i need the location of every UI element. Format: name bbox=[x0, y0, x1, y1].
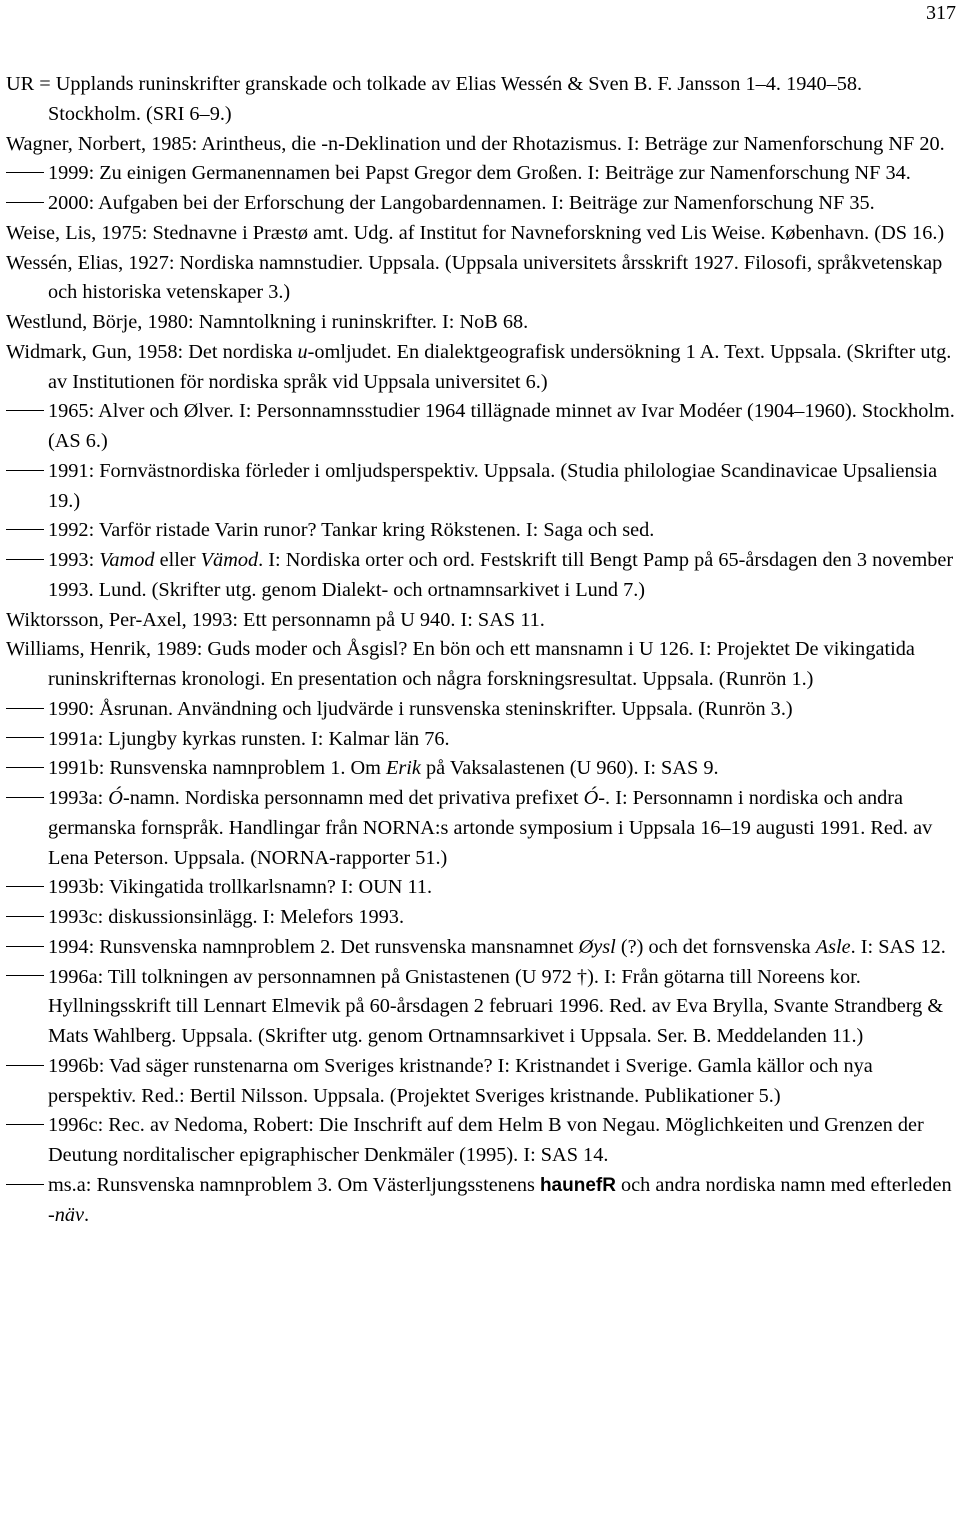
bibliography-entry bbox=[6, 784, 956, 873]
italic-text: -näv bbox=[48, 1203, 85, 1226]
bibliography-entry bbox=[6, 457, 956, 517]
bibliography-entry bbox=[6, 546, 956, 606]
italic-text: Erik bbox=[386, 757, 421, 780]
bibliography-entry bbox=[6, 933, 956, 963]
italic-text: u bbox=[297, 340, 308, 363]
entry-text: 1993a: bbox=[48, 787, 109, 809]
entry-text: 1993: bbox=[48, 549, 100, 571]
ditto-dash bbox=[6, 946, 44, 947]
entry-text: Wiktorsson, Per-Axel, 1993: Ett personnamn på U 940. I: SAS 11. bbox=[6, 608, 545, 631]
bibliography-list bbox=[6, 70, 956, 1230]
ditto-dash bbox=[6, 410, 44, 411]
bibliography-entry bbox=[6, 159, 956, 189]
entry-text: Widmark, Gun, 1958: Det nordiska bbox=[6, 340, 298, 363]
entry-text: 2000: Aufgaben bei der Erforschung der Langobardennamen. I: Beiträge zur Namenforschung NF 35. bbox=[48, 192, 875, 214]
ditto-dash bbox=[6, 916, 44, 917]
entry-text: 1991a: Ljungby kyrkas runsten. I: Kalmar län 76. bbox=[48, 727, 450, 750]
bibliography-entry bbox=[6, 1111, 956, 1171]
entry-text: 1993b: Vikingatida trollkarlsnamn? I: OUN 11. bbox=[48, 876, 433, 899]
bibliography-entry bbox=[6, 189, 956, 219]
bibliography-entry bbox=[6, 338, 956, 398]
entry-text: . I: SAS 12. bbox=[850, 935, 946, 958]
entry-text: -omljudet. En dialektgeografisk undersökning 1 A. Text. Uppsala. (Skrifter utg. av Institutionen för nordiska språk vid Uppsala universitet 6.) bbox=[48, 340, 952, 393]
italic-text: Vämod bbox=[200, 549, 259, 571]
bibliography-entry bbox=[6, 249, 956, 309]
entry-text: 1993c: diskussionsinlägg. I: Melefors 1993. bbox=[48, 906, 405, 928]
entry-text: 1990: Åsrunan. Användning och ljudvärde i runsvenska steninskrifter. Uppsala. (Runrön 3.) bbox=[48, 697, 793, 720]
entry-text: Westlund, Börje, 1980: Namntolkning i runinskrifter. I: NoB 68. bbox=[6, 311, 529, 333]
entry-text: -namn. Nordiska personnamn med det privativa prefixet bbox=[122, 787, 584, 809]
bibliography-entry bbox=[6, 695, 956, 725]
entry-text: 1996c: Rec. av Nedoma, Robert: Die Inschrift auf dem Helm B von Negau. Möglichkeiten und Grenzen der Deutung norditalischer epigraphischer Denkmäler (1995). I: SAS 14. bbox=[48, 1114, 924, 1166]
bibliography-entry bbox=[6, 70, 956, 130]
page-number: 317 bbox=[926, 2, 956, 24]
bibliography-entry bbox=[6, 219, 956, 249]
entry-text: 1996b: Vad säger runstenarna om Sveriges kristnande? I: Kristnandet i Sverige. Gamla källor och nya perspektiv. Red.: Bertil Nilsson. Uppsala. (Projektet Sveriges kristnande. Publikationer 5.) bbox=[48, 1054, 873, 1107]
entry-text: 1965: Alver och Ølver. I: Personnamnsstudier 1964 tillägnade minnet av Ivar Modéer (1904–1960). Stockholm. (AS 6.) bbox=[48, 400, 955, 452]
ditto-dash bbox=[6, 708, 44, 709]
entry-text: (?) och det fornsvenska bbox=[615, 935, 816, 958]
bibliography-entry bbox=[6, 873, 956, 903]
bibliography-entry bbox=[6, 635, 956, 695]
entry-text: -. I: Personnamn i nordiska och andra germanska fornspråk. Handlingar från NORNA:s artonde symposium i Uppsala 16–19 augusti 1991. Red. av Lena Peterson. Uppsala. (NORNA-rapporter 51.) bbox=[48, 787, 933, 869]
bibliography-entry bbox=[6, 308, 956, 338]
ditto-dash bbox=[6, 559, 44, 560]
entry-text: 1991b: Runsvenska namnproblem 1. Om bbox=[48, 757, 386, 780]
entry-text: på Vaksalastenen (U 960). I: SAS 9. bbox=[420, 757, 719, 780]
entry-text: 1999: Zu einigen Germanennamen bei Papst Gregor dem Großen. I: Beiträge zur Namenforschung NF 34. bbox=[48, 162, 911, 185]
entry-text: 1994: Runsvenska namnproblem 2. Det runsvenska mansnamnet bbox=[48, 935, 579, 958]
bibliography-entry bbox=[6, 397, 956, 457]
ditto-dash bbox=[6, 1184, 44, 1185]
entry-text: UR = Upplands runinskrifter granskade och tolkade av Elias Wessén & Sven B. F. Jansson 1–4. 1940–58. Stockholm. (SRI 6–9.) bbox=[6, 73, 863, 125]
entry-text: 1992: Varför ristade Varin runor? Tankar kring Rökstenen. I: Saga och sed. bbox=[48, 519, 655, 542]
bibliography-entry bbox=[6, 606, 956, 636]
ditto-dash bbox=[6, 202, 44, 203]
ditto-dash bbox=[6, 797, 44, 798]
italic-text: Ó bbox=[583, 787, 599, 809]
bibliography-entry bbox=[6, 963, 956, 1052]
entry-text: Wessén, Elias, 1927: Nordiska namnstudier. Uppsala. (Uppsala universitets årsskrift 1927. Filosofi, språkvetenskap och historiska vetenskaper 3.) bbox=[6, 251, 943, 304]
entry-text: Williams, Henrik, 1989: Guds moder och Åsgisl? En bön och ett mansnamn i U 126. I: Projektet De vikingatida runinskrifternas kronologi. En presentation och några forskningsresultat. Uppsala. (Runrön 1.) bbox=[6, 638, 915, 690]
ditto-dash bbox=[6, 1065, 44, 1066]
ditto-dash bbox=[6, 1124, 44, 1125]
italic-text: Vamod bbox=[99, 549, 155, 571]
bibliography-entry bbox=[6, 1171, 956, 1231]
entry-text: eller bbox=[154, 549, 201, 571]
ditto-dash bbox=[6, 529, 44, 530]
ditto-dash bbox=[6, 767, 44, 768]
italic-text: Asle bbox=[815, 935, 851, 958]
ditto-dash bbox=[6, 886, 44, 887]
entry-text: 1991: Fornvästnordiska förleder i omljudsperspektiv. Uppsala. (Studia philologiae Scandinavicae Upsaliensia 19.) bbox=[48, 459, 938, 512]
entry-text: ms.a: Runsvenska namnproblem 3. Om Västerljungsstenens bbox=[48, 1173, 540, 1196]
bibliography-entry bbox=[6, 516, 956, 546]
entry-text: 1996a: Till tolkningen av personnamnen på Gnistastenen (U 972 †). I: Från götarna till Noreens kor. Hyllningsskrift till Lennart Elmevik på 60-årsdagen 2 februari 1996. Red. av Eva Brylla, Svante Strandberg & Mats Wahlberg. Uppsala. (Skrifter utg. genom Ortnamnsarkivet i Uppsala. Ser. B. Meddelanden 11.) bbox=[48, 965, 944, 1047]
entry-text: och andra nordiska namn med efterleden bbox=[615, 1173, 952, 1196]
entry-text: Wagner, Norbert, 1985: Arintheus, die -n-Deklination und der Rhotazismus. I: Beträge zur Namenforschung NF 20. bbox=[6, 132, 945, 155]
bibliography-entry bbox=[6, 754, 956, 784]
ditto-dash bbox=[6, 737, 44, 738]
runic-transliteration: haunefR bbox=[539, 1174, 616, 1196]
bibliography-entry bbox=[6, 903, 956, 933]
ditto-dash bbox=[6, 975, 44, 976]
entry-text: . I: Nordiska orter och ord. Festskrift till Bengt Pamp på 65-årsdagen den 3 november 1993. Lund. (Skrifter utg. genom Dialekt- och ortnamnsarkivet i Lund 7.) bbox=[48, 549, 954, 601]
ditto-dash bbox=[6, 172, 44, 173]
italic-text: Ó bbox=[108, 787, 123, 809]
bibliography-entry bbox=[6, 1052, 956, 1112]
bibliography-entry bbox=[6, 725, 956, 755]
ditto-dash bbox=[6, 470, 44, 471]
entry-text: . bbox=[84, 1203, 90, 1226]
italic-text: Øysl bbox=[578, 935, 616, 958]
entry-text: Weise, Lis, 1975: Stednavne i Præstø amt. Udg. af Institut for Navneforskning ved Lis Weise. København. (DS 16.) bbox=[6, 221, 945, 244]
bibliography-entry bbox=[6, 130, 956, 160]
